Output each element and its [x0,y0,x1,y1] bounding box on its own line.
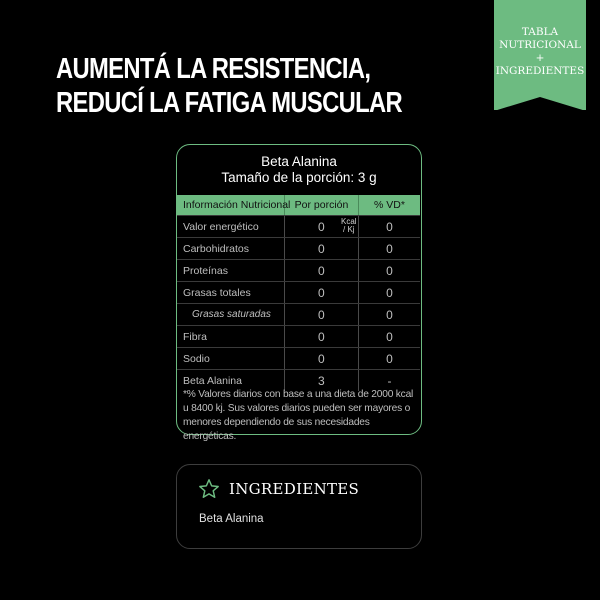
table-row [177,303,420,325]
row-value: 3 [318,373,325,388]
row-value-cell [285,238,359,259]
row-label: Carbohidratos [177,238,285,259]
table-row [177,347,420,369]
header-info: Información Nutricional [177,195,285,215]
row-label: Fibra [177,326,285,347]
table-row [177,281,420,303]
row-value: 0 [318,307,325,322]
row-value-cell [285,282,359,303]
nutrition-table [177,195,420,391]
row-vd: 0 [386,263,393,278]
row-label: Proteínas [177,260,285,281]
portion-size: Tamaño de la porción: 3 g [221,170,377,185]
row-vd: 0 [386,351,393,366]
row-label: Grasas totales [177,282,285,303]
header-per-portion: Por porción [285,195,359,215]
row-value-cell [285,260,359,281]
row-value: 0 [318,219,325,234]
row-label: Beta Alanina [177,370,285,391]
daily-values-footnote: *% Valores diarios con base a una dieta de 2000 kcal u 8400 kj. Sus valores diarios pueden ser mayores o menores dependiendo de sus necesidades energéticas. [183,389,414,442]
row-value-cell [285,326,359,347]
row-value-cell [285,348,359,369]
ingredients-card [176,464,422,549]
row-value-cell [285,216,359,237]
row-value: 0 [318,241,325,256]
ribbon-line-4: INGREDIENTES [495,65,585,77]
headline-line-2: REDUCÍ LA FATIGA MUSCULAR [56,87,403,119]
star-icon [198,478,220,500]
ribbon-line-1: TABLA [521,26,559,38]
row-vd: 0 [386,329,393,344]
tabla-nutricional-ribbon [494,0,586,110]
table-row [177,215,420,237]
product-name: Beta Alanina [261,154,337,169]
row-value: 0 [318,351,325,366]
header-vd: % VD* [374,199,405,211]
ingredients-list: Beta Alanina [199,513,264,525]
ingredients-title: INGREDIENTES [229,480,360,498]
energy-unit [341,218,357,234]
row-value-cell [285,304,359,325]
headline-line-1: AUMENTÁ LA RESISTENCIA, [56,53,371,85]
unit-kcal: Kcal [341,217,357,226]
ribbon-label [494,26,586,78]
row-label: Grasas saturadas [177,304,285,325]
row-vd: 0 [386,219,393,234]
ribbon-line-3: + [535,52,545,64]
row-vd: 0 [386,241,393,256]
nutrition-card [176,144,422,442]
row-vd: - [387,373,392,388]
ribbon-line-2: NUTRICIONAL [499,39,581,51]
table-row [177,237,420,259]
table-row [177,259,420,281]
table-header-row [177,195,420,215]
row-label: Sodio [177,348,285,369]
unit-kj: / Kj [343,225,355,234]
row-label: Valor energético [177,216,285,237]
row-vd: 0 [386,285,393,300]
row-value: 0 [318,285,325,300]
table-row [177,325,420,347]
row-vd: 0 [386,307,393,322]
headline [56,52,402,120]
row-value: 0 [318,263,325,278]
row-value: 0 [318,329,325,344]
